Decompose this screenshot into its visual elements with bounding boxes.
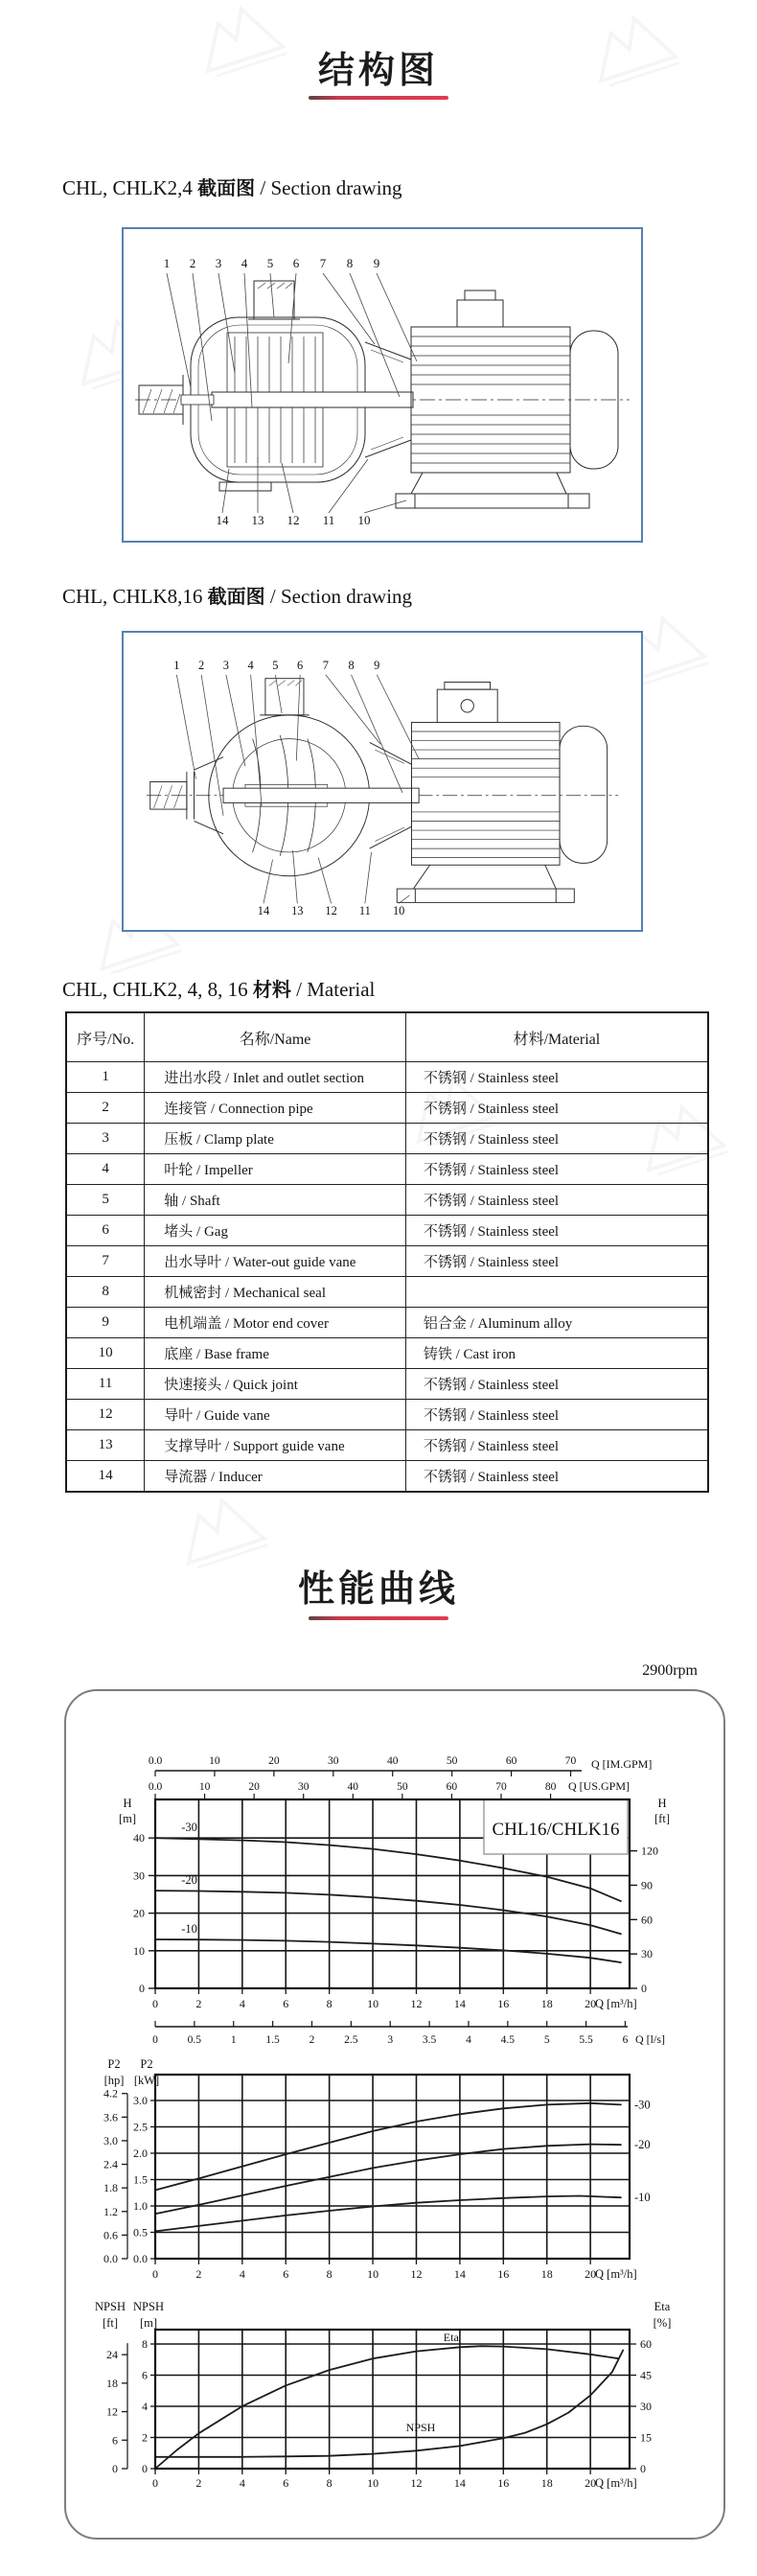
svg-text:P2: P2 bbox=[140, 2057, 153, 2071]
material-material-cell: 铝合金 / Aluminum alloy bbox=[405, 1308, 708, 1338]
callout-number: 2 bbox=[198, 659, 205, 673]
pump-drawing-svg bbox=[124, 633, 641, 930]
svg-text:30: 30 bbox=[297, 1781, 310, 1793]
svg-text:12: 12 bbox=[106, 2404, 118, 2419]
heading-cn: 截面图 bbox=[197, 178, 256, 199]
pump-drawing-svg bbox=[124, 229, 641, 541]
material-name-cell: 堵头 / Gag bbox=[145, 1216, 406, 1246]
svg-text:0: 0 bbox=[152, 2267, 158, 2281]
svg-text:18: 18 bbox=[540, 1997, 553, 2010]
svg-text:P2: P2 bbox=[107, 2057, 121, 2071]
callout-number: 10 bbox=[392, 903, 405, 917]
material-name-cell: 轴 / Shaft bbox=[145, 1185, 406, 1216]
svg-text:-30: -30 bbox=[634, 2098, 651, 2112]
svg-text:0.0: 0.0 bbox=[103, 2252, 118, 2265]
svg-text:6: 6 bbox=[283, 2267, 289, 2281]
svg-text:0.5: 0.5 bbox=[187, 2034, 202, 2046]
svg-text:10: 10 bbox=[209, 1755, 220, 1767]
svg-text:Q [m³/h]: Q [m³/h] bbox=[595, 1997, 637, 2010]
material-row bbox=[66, 1461, 708, 1493]
material-no-cell: 9 bbox=[66, 1308, 145, 1338]
svg-text:40: 40 bbox=[347, 1781, 359, 1793]
svg-text:8: 8 bbox=[142, 2337, 148, 2351]
svg-text:3.6: 3.6 bbox=[103, 2110, 118, 2124]
svg-text:45: 45 bbox=[640, 2368, 652, 2382]
material-material-cell: 不锈钢 / Stainless steel bbox=[405, 1062, 708, 1093]
svg-text:5: 5 bbox=[543, 2034, 550, 2046]
svg-text:H: H bbox=[657, 1797, 667, 1810]
callout-number: 9 bbox=[374, 659, 380, 673]
svg-text:[ft]: [ft] bbox=[654, 1812, 670, 1825]
callout-number: 4 bbox=[247, 659, 254, 673]
material-name-cell: 连接管 / Connection pipe bbox=[145, 1093, 406, 1124]
svg-text:60: 60 bbox=[641, 1913, 653, 1927]
svg-text:Eta: Eta bbox=[443, 2331, 459, 2344]
callout-number: 12 bbox=[287, 513, 300, 527]
callout-number: 11 bbox=[358, 903, 371, 917]
section-heading-material bbox=[62, 974, 375, 1002]
material-material-cell: 不锈钢 / Stainless steel bbox=[405, 1369, 708, 1400]
callout-number: 7 bbox=[322, 659, 329, 673]
svg-text:0: 0 bbox=[139, 1982, 145, 1995]
svg-text:0.0: 0.0 bbox=[148, 1781, 163, 1793]
material-material-cell: 不锈钢 / Stainless steel bbox=[405, 1124, 708, 1154]
material-row bbox=[66, 1430, 708, 1461]
svg-text:12: 12 bbox=[410, 2267, 423, 2281]
svg-text:16: 16 bbox=[497, 2476, 510, 2490]
svg-text:8: 8 bbox=[326, 2476, 333, 2490]
svg-text:6: 6 bbox=[283, 1997, 289, 2010]
svg-text:4: 4 bbox=[466, 2034, 471, 2046]
material-row bbox=[66, 1246, 708, 1277]
callout-number: 13 bbox=[251, 513, 264, 527]
material-material-cell: 不锈钢 / Stainless steel bbox=[405, 1216, 708, 1246]
svg-text:[m]: [m] bbox=[139, 2316, 158, 2330]
svg-text:0: 0 bbox=[112, 2462, 118, 2475]
svg-text:8: 8 bbox=[326, 2267, 333, 2281]
svg-text:5.5: 5.5 bbox=[579, 2034, 593, 2046]
material-material-cell: 不锈钢 / Stainless steel bbox=[405, 1093, 708, 1124]
svg-text:18: 18 bbox=[106, 2376, 118, 2390]
svg-text:NPSH: NPSH bbox=[405, 2421, 436, 2434]
svg-text:40: 40 bbox=[133, 1831, 145, 1845]
callout-number: 3 bbox=[215, 256, 222, 270]
svg-text:[%]: [%] bbox=[653, 2316, 672, 2330]
callout-number: 1 bbox=[173, 659, 180, 673]
material-row bbox=[66, 1154, 708, 1185]
svg-text:16: 16 bbox=[497, 1997, 510, 2010]
svg-text:3.0: 3.0 bbox=[133, 2094, 148, 2107]
heading-cn: 材料 bbox=[252, 980, 291, 1001]
svg-text:2.0: 2.0 bbox=[133, 2147, 148, 2160]
material-material-cell: 不锈钢 / Stainless steel bbox=[405, 1154, 708, 1185]
svg-text:6: 6 bbox=[112, 2433, 118, 2448]
material-material-cell: 不锈钢 / Stainless steel bbox=[405, 1461, 708, 1493]
callout-number: 12 bbox=[325, 903, 337, 917]
svg-text:6: 6 bbox=[283, 2476, 289, 2490]
material-material-cell: 不锈钢 / Stainless steel bbox=[405, 1185, 708, 1216]
svg-text:80: 80 bbox=[544, 1781, 557, 1793]
callout-number: 4 bbox=[241, 256, 248, 270]
svg-text:0: 0 bbox=[152, 1997, 158, 2010]
svg-text:[kW]: [kW] bbox=[133, 2074, 160, 2087]
svg-text:2.5: 2.5 bbox=[133, 2120, 148, 2134]
material-table bbox=[65, 1011, 709, 1493]
svg-text:1.8: 1.8 bbox=[103, 2181, 118, 2195]
material-table-head-row bbox=[66, 1012, 708, 1062]
material-no-cell: 3 bbox=[66, 1124, 145, 1154]
callout-number: 1 bbox=[163, 256, 171, 270]
material-no-cell: 14 bbox=[66, 1461, 145, 1493]
heading-cn: 截面图 bbox=[207, 587, 265, 608]
heading-en: / Material bbox=[296, 978, 376, 1001]
svg-text:Q [US.GPM]: Q [US.GPM] bbox=[568, 1779, 631, 1793]
svg-text:60: 60 bbox=[446, 1781, 458, 1793]
callout-number: 11 bbox=[322, 513, 335, 527]
svg-text:60: 60 bbox=[505, 1755, 517, 1767]
svg-text:0: 0 bbox=[640, 2462, 646, 2475]
material-table-body bbox=[66, 1062, 708, 1493]
svg-text:12: 12 bbox=[410, 2476, 423, 2490]
material-material-cell: 不锈钢 / Stainless steel bbox=[405, 1246, 708, 1277]
heading-model: CHL, CHLK8,16 bbox=[62, 585, 203, 608]
svg-text:2.5: 2.5 bbox=[344, 2034, 358, 2046]
material-no-cell: 1 bbox=[66, 1062, 145, 1093]
svg-text:6: 6 bbox=[622, 2034, 629, 2046]
page-title-structure: 结构图 bbox=[317, 51, 439, 91]
svg-text:20: 20 bbox=[585, 1997, 597, 2010]
material-material-cell: 不锈钢 / Stainless steel bbox=[405, 1430, 708, 1461]
material-name-cell: 导流器 / Inducer bbox=[145, 1461, 406, 1493]
svg-text:12: 12 bbox=[410, 1997, 423, 2010]
material-row bbox=[66, 1338, 708, 1369]
svg-text:70: 70 bbox=[495, 1781, 507, 1793]
svg-text:30: 30 bbox=[641, 1947, 653, 1961]
svg-text:4.5: 4.5 bbox=[500, 2034, 516, 2046]
material-no-cell: 13 bbox=[66, 1430, 145, 1461]
callout-number: 5 bbox=[266, 256, 274, 270]
material-no-cell: 6 bbox=[66, 1216, 145, 1246]
svg-text:120: 120 bbox=[641, 1844, 658, 1858]
callout-number: 3 bbox=[222, 659, 229, 673]
material-name-cell: 叶轮 / Impeller bbox=[145, 1154, 406, 1185]
svg-text:30: 30 bbox=[133, 1868, 145, 1883]
svg-text:30: 30 bbox=[640, 2400, 652, 2414]
material-no-cell: 12 bbox=[66, 1400, 145, 1430]
svg-text:10: 10 bbox=[367, 2476, 379, 2490]
material-row bbox=[66, 1185, 708, 1216]
svg-text:10: 10 bbox=[367, 1997, 379, 2010]
svg-text:2: 2 bbox=[309, 2034, 315, 2046]
material-row bbox=[66, 1093, 708, 1124]
material-name-cell: 电机端盖 / Motor end cover bbox=[145, 1308, 406, 1338]
callout-number: 10 bbox=[357, 513, 371, 527]
svg-text:4: 4 bbox=[239, 2267, 245, 2281]
svg-text:2: 2 bbox=[195, 1997, 202, 2010]
callout-number: 9 bbox=[373, 256, 380, 270]
svg-text:50: 50 bbox=[446, 1755, 458, 1767]
svg-text:4: 4 bbox=[142, 2400, 148, 2413]
svg-text:Q [IM.GPM]: Q [IM.GPM] bbox=[591, 1757, 653, 1771]
svg-text:1.5: 1.5 bbox=[133, 2172, 148, 2187]
material-no-cell: 7 bbox=[66, 1246, 145, 1277]
svg-text:[m]: [m] bbox=[118, 1812, 137, 1825]
material-material-cell: 不锈钢 / Stainless steel bbox=[405, 1400, 708, 1430]
performance-panel bbox=[64, 1689, 725, 2540]
svg-text:0: 0 bbox=[641, 1982, 647, 1995]
material-name-cell: 底座 / Base frame bbox=[145, 1338, 406, 1369]
svg-text:1.2: 1.2 bbox=[103, 2204, 118, 2218]
svg-text:-10: -10 bbox=[634, 2191, 651, 2205]
callout-number: 13 bbox=[291, 903, 304, 917]
svg-text:Q [m³/h]: Q [m³/h] bbox=[595, 2267, 637, 2281]
material-col-header: 序号/No. bbox=[66, 1012, 145, 1062]
performance-chart-svg bbox=[66, 1691, 723, 2538]
svg-text:16: 16 bbox=[497, 2267, 510, 2281]
svg-text:4: 4 bbox=[239, 2476, 245, 2490]
svg-text:2.4: 2.4 bbox=[103, 2157, 118, 2171]
section-heading-chl24 bbox=[62, 173, 402, 200]
svg-text:10: 10 bbox=[367, 2267, 379, 2281]
callout-number: 8 bbox=[348, 659, 355, 673]
svg-text:15: 15 bbox=[640, 2430, 652, 2445]
material-material-cell bbox=[405, 1277, 708, 1308]
svg-text:CHL16/CHLK16: CHL16/CHLK16 bbox=[492, 1820, 620, 1840]
material-name-cell: 快速接头 / Quick joint bbox=[145, 1369, 406, 1400]
svg-text:0: 0 bbox=[142, 2462, 148, 2475]
callout-number: 6 bbox=[292, 256, 300, 270]
svg-text:-30: -30 bbox=[181, 1821, 197, 1835]
material-row bbox=[66, 1062, 708, 1093]
svg-text:NPSH: NPSH bbox=[133, 2300, 164, 2313]
material-name-cell: 机械密封 / Mechanical seal bbox=[145, 1277, 406, 1308]
svg-text:14: 14 bbox=[453, 2267, 466, 2281]
material-no-cell: 2 bbox=[66, 1093, 145, 1124]
svg-text:2: 2 bbox=[195, 2476, 202, 2490]
heading-en: / Section drawing bbox=[260, 176, 402, 199]
svg-text:Eta: Eta bbox=[654, 2300, 671, 2313]
svg-text:3.5: 3.5 bbox=[422, 2034, 437, 2046]
svg-text:[hp]: [hp] bbox=[103, 2074, 125, 2087]
svg-text:8: 8 bbox=[326, 1997, 333, 2010]
material-row bbox=[66, 1308, 708, 1338]
drawing-box-chl816 bbox=[122, 631, 643, 932]
svg-text:20: 20 bbox=[248, 1781, 260, 1793]
material-no-cell: 10 bbox=[66, 1338, 145, 1369]
svg-text:0.6: 0.6 bbox=[103, 2228, 118, 2242]
material-no-cell: 4 bbox=[66, 1154, 145, 1185]
svg-text:14: 14 bbox=[453, 1997, 466, 2010]
svg-text:0: 0 bbox=[152, 2476, 158, 2490]
material-name-cell: 导叶 / Guide vane bbox=[145, 1400, 406, 1430]
svg-text:0.0: 0.0 bbox=[133, 2252, 148, 2265]
material-no-cell: 5 bbox=[66, 1185, 145, 1216]
svg-text:0: 0 bbox=[152, 2034, 158, 2046]
material-row bbox=[66, 1400, 708, 1430]
material-row bbox=[66, 1369, 708, 1400]
material-material-cell: 铸铁 / Cast iron bbox=[405, 1338, 708, 1369]
svg-text:20: 20 bbox=[268, 1755, 280, 1767]
title-underline bbox=[309, 1616, 448, 1620]
section-heading-chl816 bbox=[62, 581, 412, 609]
material-row bbox=[66, 1124, 708, 1154]
svg-text:-20: -20 bbox=[181, 1873, 197, 1888]
callout-number: 8 bbox=[346, 256, 354, 270]
svg-text:24: 24 bbox=[106, 2348, 118, 2362]
heading-en: / Section drawing bbox=[269, 585, 413, 608]
material-name-cell: 支撑导叶 / Support guide vane bbox=[145, 1430, 406, 1461]
callout-number: 14 bbox=[216, 513, 229, 527]
svg-text:H: H bbox=[123, 1797, 132, 1810]
svg-text:0.0: 0.0 bbox=[148, 1755, 163, 1767]
svg-text:4.2: 4.2 bbox=[103, 2086, 118, 2100]
svg-text:90: 90 bbox=[641, 1878, 653, 1892]
svg-text:2: 2 bbox=[195, 2267, 202, 2281]
svg-text:20: 20 bbox=[585, 2267, 597, 2281]
svg-text:30: 30 bbox=[328, 1755, 339, 1767]
heading-model: CHL, CHLK2, 4, 8, 16 bbox=[62, 978, 248, 1001]
svg-text:[ft]: [ft] bbox=[103, 2316, 118, 2330]
svg-text:18: 18 bbox=[540, 2476, 553, 2490]
material-no-cell: 11 bbox=[66, 1369, 145, 1400]
svg-text:50: 50 bbox=[397, 1781, 408, 1793]
svg-text:-10: -10 bbox=[181, 1922, 197, 1937]
svg-text:20: 20 bbox=[133, 1906, 145, 1920]
svg-text:-20: -20 bbox=[634, 2138, 651, 2152]
svg-text:Q [l/s]: Q [l/s] bbox=[635, 2032, 665, 2046]
svg-text:60: 60 bbox=[640, 2337, 652, 2352]
svg-text:6: 6 bbox=[142, 2368, 148, 2382]
svg-text:70: 70 bbox=[564, 1755, 577, 1767]
svg-text:3.0: 3.0 bbox=[103, 2133, 118, 2147]
svg-text:18: 18 bbox=[540, 2267, 553, 2281]
svg-text:1.5: 1.5 bbox=[265, 2034, 280, 2046]
callout-number: 6 bbox=[297, 659, 304, 673]
svg-text:1: 1 bbox=[230, 2034, 237, 2046]
heading-model: CHL, CHLK2,4 bbox=[62, 176, 193, 199]
title-underline bbox=[309, 96, 448, 100]
drawing-box-chl24 bbox=[122, 227, 643, 543]
material-no-cell: 8 bbox=[66, 1277, 145, 1308]
svg-text:2: 2 bbox=[142, 2430, 148, 2445]
svg-text:1.0: 1.0 bbox=[133, 2199, 148, 2213]
svg-text:40: 40 bbox=[386, 1755, 399, 1767]
material-name-cell: 出水导叶 / Water-out guide vane bbox=[145, 1246, 406, 1277]
svg-text:NPSH: NPSH bbox=[95, 2300, 126, 2313]
svg-text:14: 14 bbox=[453, 2476, 466, 2490]
svg-text:4: 4 bbox=[239, 1997, 245, 2010]
callout-number: 7 bbox=[319, 256, 327, 270]
svg-text:20: 20 bbox=[585, 2476, 597, 2490]
callout-number: 2 bbox=[189, 256, 196, 270]
rpm-label: 2900rpm bbox=[642, 1662, 698, 1679]
material-col-header: 名称/Name bbox=[145, 1012, 406, 1062]
material-name-cell: 进出水段 / Inlet and outlet section bbox=[145, 1062, 406, 1093]
page-title-performance: 性能曲线 bbox=[297, 1569, 459, 1610]
svg-text:3: 3 bbox=[387, 2034, 394, 2046]
svg-text:10: 10 bbox=[198, 1781, 211, 1793]
svg-text:10: 10 bbox=[133, 1943, 145, 1958]
material-row bbox=[66, 1277, 708, 1308]
callout-number: 5 bbox=[272, 659, 279, 673]
callout-number: 14 bbox=[257, 903, 270, 917]
svg-text:Q [m³/h]: Q [m³/h] bbox=[595, 2476, 637, 2490]
material-name-cell: 压板 / Clamp plate bbox=[145, 1124, 406, 1154]
material-col-header: 材料/Material bbox=[405, 1012, 708, 1062]
material-row bbox=[66, 1216, 708, 1246]
svg-text:0.5: 0.5 bbox=[133, 2225, 148, 2239]
